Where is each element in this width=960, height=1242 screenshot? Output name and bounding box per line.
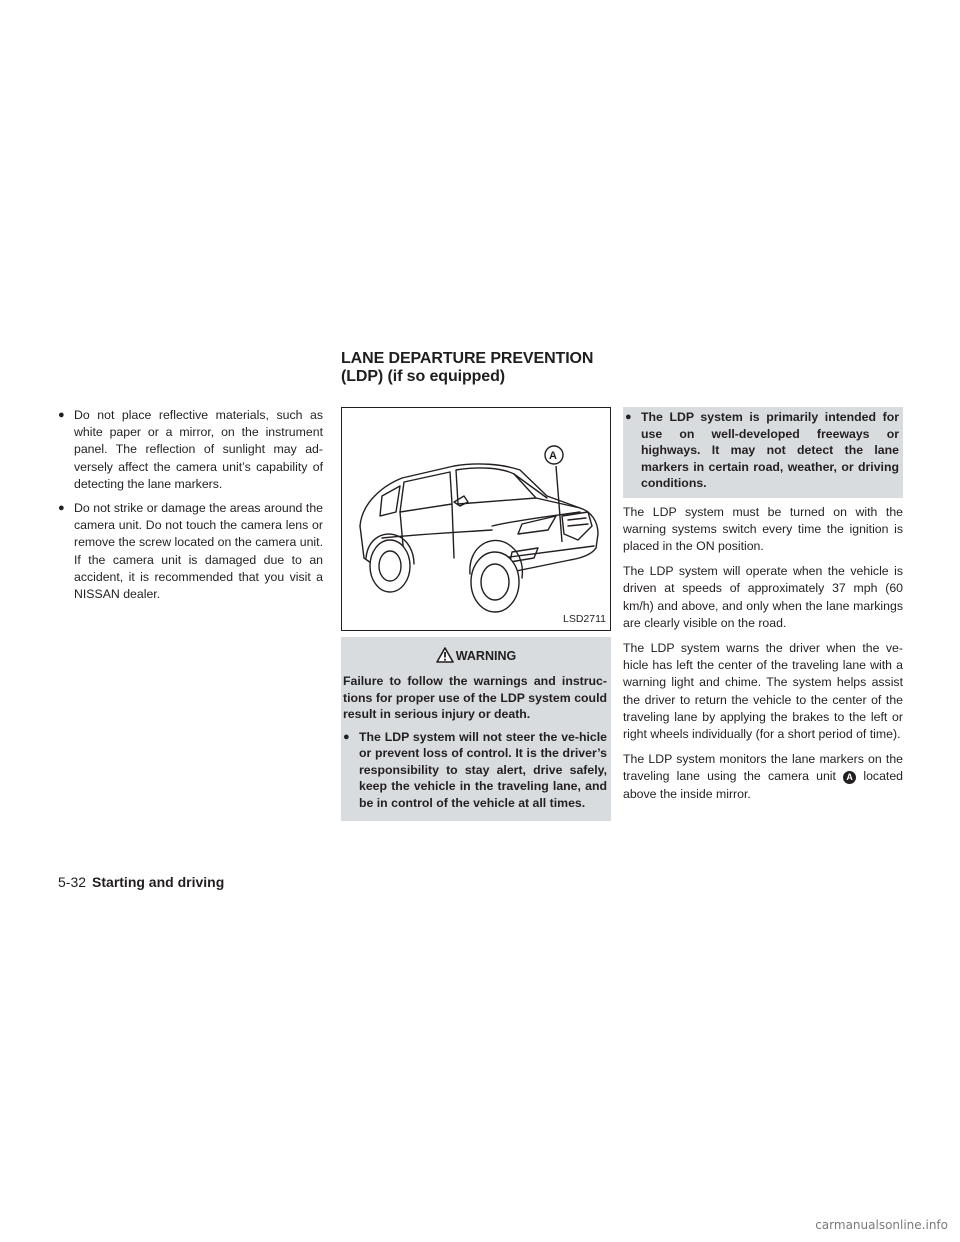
paragraph: The LDP system must be turned on with the warning systems switch every time the ignition is placed in the ON position. bbox=[623, 504, 903, 553]
bullet-text: Do not place reflective materials, such as white paper or a mirror, on the instrument panel. The reflection of sunlight may ad-versely affect the camera unit’s capability of detecting the lane markers. bbox=[74, 408, 323, 491]
footer-section-name: Starting and driving bbox=[92, 874, 225, 890]
paragraph: The LDP system warns the driver when the ve-hicle has left the center of the traveling lane with a warning light and chime. The system helps assist the driver to return the vehicle to the center of the traveling lane by applying the brakes to the left or right wheels individually (for a short period of time). bbox=[623, 640, 903, 741]
section-title-line1: LANE DEPARTURE PREVENTION bbox=[341, 350, 594, 367]
warning-intro: Failure to follow the warnings and instruc-tions for proper use of the LDP system could result in serious injury or death. bbox=[343, 674, 607, 721]
paragraph-text: located above the inside mirror. bbox=[623, 769, 903, 801]
bullet-text: The LDP system is primarily intended for use on well-developed freeways or highways. It may not detect the lane markers in certain road, weather, or driving conditions. bbox=[641, 410, 899, 490]
list-item bbox=[58, 500, 323, 603]
warning-body bbox=[341, 673, 611, 811]
paragraph-text: The LDP system monitors the lane markers on the traveling lane using the camera unit bbox=[623, 752, 903, 784]
warning-panel bbox=[341, 637, 611, 821]
middle-column bbox=[341, 407, 611, 821]
warning-triangle-icon bbox=[436, 647, 454, 663]
list-item bbox=[58, 407, 323, 493]
right-column bbox=[623, 407, 903, 811]
vehicle-illustration bbox=[342, 408, 610, 630]
warning-heading bbox=[341, 647, 611, 663]
bullet-text: The LDP system will not steer the ve-hicle or prevent loss of control. It is the driver’s responsibility to stay alert, drive safely, keep the vehicle in the traveling lane, and be in control of the vehicle at all times. bbox=[359, 729, 607, 810]
bullet-icon: ● bbox=[343, 730, 350, 743]
warning-title: WARNING bbox=[455, 649, 517, 663]
section-title-line2: (LDP) (if so equipped) bbox=[341, 368, 506, 385]
left-column bbox=[58, 407, 323, 610]
vehicle-figure bbox=[341, 407, 611, 631]
bullet-icon: ● bbox=[58, 502, 65, 515]
list-item bbox=[625, 409, 899, 492]
page-footer bbox=[58, 874, 224, 890]
warning-panel-continued bbox=[623, 407, 903, 498]
section-heading bbox=[341, 350, 641, 386]
bullet-text: Do not strike or damage the areas around the camera unit. Do not touch the camera lens or remove the screw located on the camera unit. If the camera unit is damaged due to an accident, it is recommended that you visit a NISSAN dealer. bbox=[74, 501, 323, 602]
figure-id: LSD2711 bbox=[562, 612, 606, 625]
list-item bbox=[343, 729, 607, 812]
callout-a-icon: A bbox=[843, 771, 856, 784]
watermark: carmanualsonline.info bbox=[815, 1218, 948, 1232]
page-number: 5-32 bbox=[58, 874, 87, 890]
paragraph-camera-unit bbox=[623, 751, 903, 803]
paragraph: The LDP system will operate when the vehicle is driven at speeds of approximately 37 mph (60 km/h) and above, and only when the lane markings are clearly visible on the road. bbox=[623, 564, 903, 630]
figure-callout-label: A bbox=[549, 450, 557, 462]
bullet-icon: ● bbox=[58, 409, 65, 421]
bullet-icon: ● bbox=[625, 411, 632, 423]
